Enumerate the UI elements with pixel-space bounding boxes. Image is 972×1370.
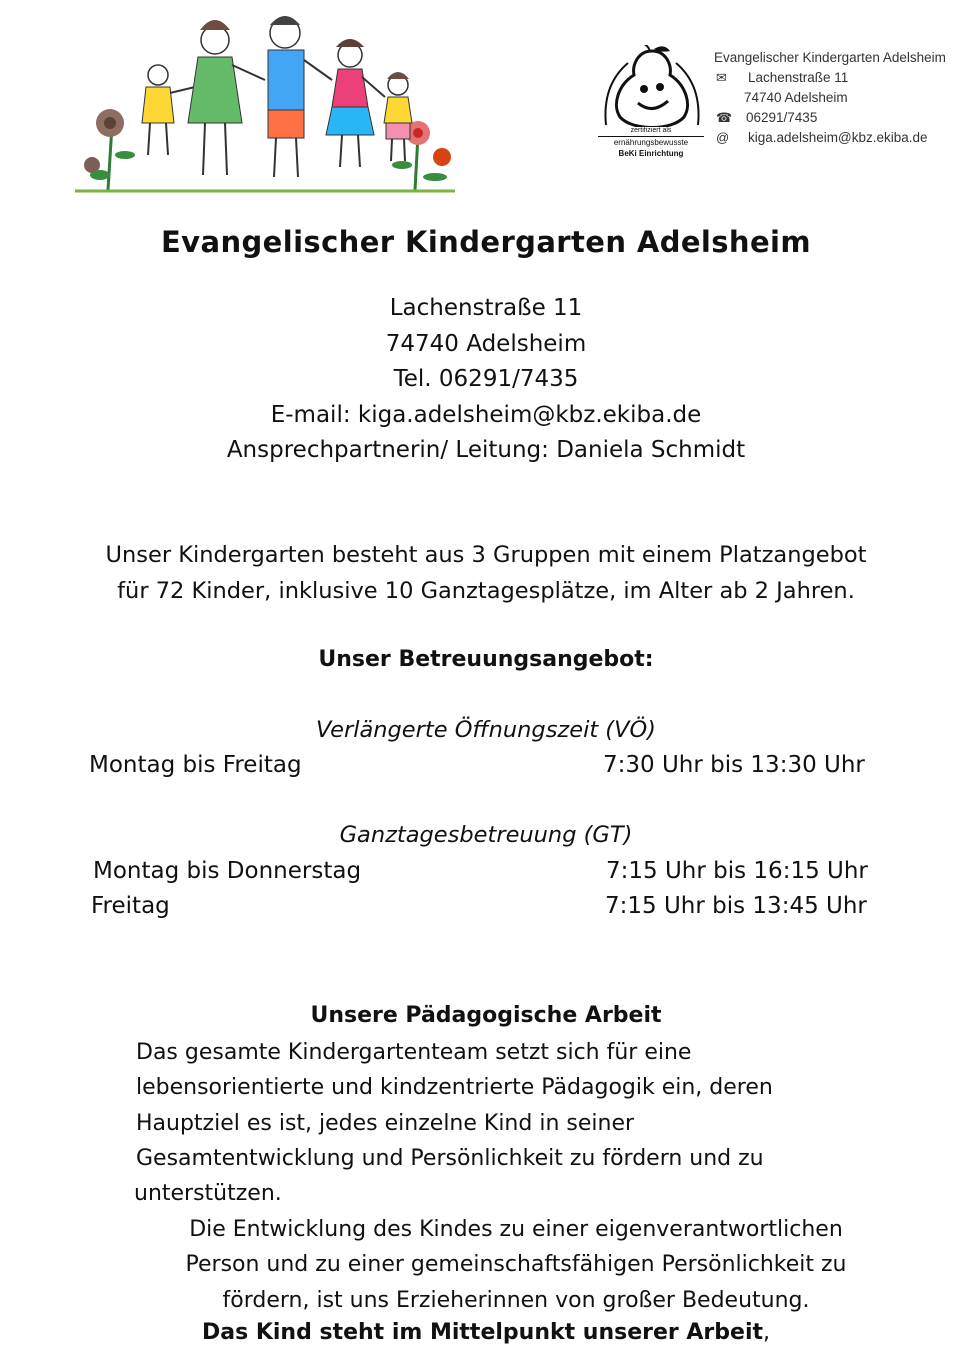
address-block: [0, 291, 972, 469]
pedagogy-p1-line: Hauptziel es ist, jedes einzelne Kind in seiner: [136, 1110, 635, 1136]
header-street: Lachenstraße 11: [748, 70, 849, 85]
beki-certification-logo: [598, 45, 706, 171]
flower-left: [84, 109, 135, 190]
gt-title: Ganztagesbetreuung (GT): [339, 822, 633, 848]
mail-icon: ✉: [716, 70, 727, 85]
phone-icon: ☎: [716, 110, 733, 125]
logo-cert-line3: BeKi Einrichtung: [618, 149, 684, 158]
children-drawing-illustration: [70, 5, 455, 195]
pedagogy-p2-line: fördern, ist uns Erzieherinnen von großer Bedeutung.: [222, 1287, 810, 1313]
pedagogy-paragraph-2: [0, 1212, 972, 1318]
pedagogy-closing-comma: ,: [763, 1320, 771, 1345]
header-org-name: Evangelischer Kindergarten Adelsheim: [714, 50, 946, 65]
logo-cert-line2: ernährungsbewusste: [598, 136, 704, 148]
page-title: Evangelischer Kindergarten Adelsheim: [160, 225, 812, 259]
child-figure-3: [384, 72, 412, 161]
gt-row-2-time: 7:15 Uhr bis 13:45 Uhr: [605, 893, 867, 919]
address-city: 74740 Adelsheim: [385, 330, 587, 357]
vo-row-time: 7:30 Uhr bis 13:30 Uhr: [603, 752, 865, 778]
child-figure-2: [326, 39, 385, 167]
pedagogy-p1-line: unterstützen.: [134, 1181, 282, 1207]
header-city: 74740 Adelsheim: [744, 90, 848, 105]
intro-line-1: Unser Kindergarten besteht aus 3 Gruppen mit einem Platzangebot: [105, 542, 867, 568]
pear-face-icon: [598, 45, 706, 127]
pedagogy-p1-line: Das gesamte Kindergartenteam setzt sich für eine: [136, 1040, 692, 1065]
pedagogy-closing-bold: Das Kind steht im Mittelpunkt unserer Arbeit: [201, 1320, 764, 1345]
address-contact-person: Ansprechpartnerin/ Leitung: Daniela Schmidt: [226, 437, 746, 463]
pedagogy-p1-line: Gesamtentwicklung und Persönlichkeit zu fördern und zu: [136, 1145, 764, 1171]
pedagogy-heading: Unsere Pädagogische Arbeit: [310, 1003, 662, 1028]
intro-text: [0, 538, 972, 609]
adult-figure-2: [268, 16, 332, 177]
adult-figure-1: [188, 20, 265, 175]
header-contact-block: [714, 48, 972, 148]
logo-cert-line1: zertifiziert als: [630, 127, 672, 134]
pedagogy-closing: [0, 1320, 972, 1345]
at-icon: @: [716, 130, 730, 145]
intro-line-2: für 72 Kinder, inklusive 10 Ganztagesplätze, im Alter ab 2 Jahren.: [117, 577, 855, 604]
vo-row-days: Montag bis Freitag: [89, 752, 302, 778]
gt-row-2-days: Freitag: [91, 893, 170, 919]
address-phone: Tel. 06291/7435: [393, 366, 579, 392]
care-heading: Unser Betreuungsangebot:: [318, 647, 654, 672]
child-figure-1: [142, 65, 195, 155]
address-email: E-mail: kiga.adelsheim@kbz.ekiba.de: [270, 401, 702, 428]
vo-title: Verlängerte Öffnungszeit (VÖ): [316, 717, 656, 743]
gt-row-1-days: Montag bis Donnerstag: [93, 858, 362, 884]
header-email: kiga.adelsheim@kbz.ekiba.de: [748, 130, 928, 145]
pedagogy-paragraph-1: [136, 1035, 856, 1211]
header-phone: 06291/7435: [746, 110, 818, 125]
address-street: Lachenstraße 11: [389, 295, 583, 321]
pedagogy-p1-line: lebensorientierte und kindzentrierte Pädagogik ein, deren: [136, 1075, 773, 1101]
pedagogy-p2-line: Die Entwicklung des Kindes zu einer eigenverantwortlichen: [189, 1217, 843, 1242]
pedagogy-p2-line: Person und zu einer gemeinschaftsfähigen Persönlichkeit zu: [185, 1252, 847, 1278]
gt-row-1-time: 7:15 Uhr bis 16:15 Uhr: [606, 858, 868, 884]
